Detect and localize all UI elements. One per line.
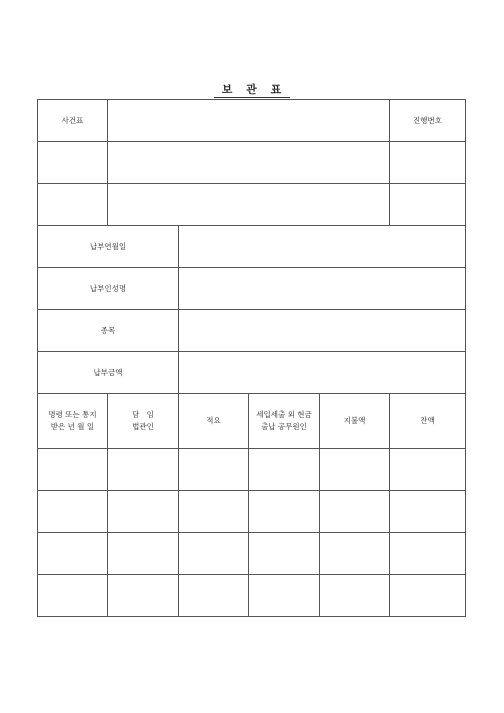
table-cell[interactable] <box>179 491 249 533</box>
table-cell[interactable] <box>38 449 108 491</box>
info-row-payer-name <box>38 268 466 310</box>
col-header-cashier-line2: 출납 공무원인 <box>261 422 307 431</box>
col-header-judge-line1: 담 임 <box>132 410 154 419</box>
col-header-cashier-line1: 세입세출 외 현금 <box>256 410 312 419</box>
col-header-order-date <box>38 394 108 449</box>
table-cell[interactable] <box>249 449 320 491</box>
table-cell[interactable] <box>320 575 390 617</box>
table-cell[interactable] <box>179 449 249 491</box>
table-row <box>38 575 466 617</box>
col-header-judge-line2: 법관인 <box>132 422 154 431</box>
table-row <box>38 449 466 491</box>
item-value-cell[interactable] <box>179 310 466 352</box>
case-value-cell[interactable] <box>108 100 390 142</box>
case-row-1-col1[interactable] <box>38 142 108 184</box>
table-cell[interactable] <box>249 575 320 617</box>
custody-form-table <box>37 99 466 617</box>
item-label-cell <box>38 310 179 352</box>
info-row-payment-date <box>38 226 466 268</box>
col-header-order-date-line2: 받은 년 월 일 <box>50 422 95 431</box>
case-row-2-col1[interactable] <box>38 184 108 226</box>
document-title: 보 관 표 <box>214 83 291 98</box>
payer-name-value-cell[interactable] <box>179 268 466 310</box>
table-cell[interactable] <box>320 491 390 533</box>
table-cell[interactable] <box>179 533 249 575</box>
col-header-paid-amount <box>320 394 390 449</box>
table-cell[interactable] <box>320 533 390 575</box>
col-header-judge <box>108 394 179 449</box>
table-cell[interactable] <box>249 533 320 575</box>
table-cell[interactable] <box>38 533 108 575</box>
table-cell[interactable] <box>390 533 466 575</box>
col-header-balance <box>390 394 466 449</box>
case-row-2-main[interactable] <box>108 184 390 226</box>
header-row <box>38 100 466 142</box>
progress-no-label-cell <box>390 100 466 142</box>
table-cell[interactable] <box>390 449 466 491</box>
column-header-row <box>38 394 466 449</box>
table-cell[interactable] <box>108 491 179 533</box>
case-label-cell <box>38 100 108 142</box>
payment-amount-label: 납부금액 <box>93 367 123 377</box>
table-cell[interactable] <box>108 575 179 617</box>
col-header-balance-label: 잔액 <box>420 416 435 425</box>
table-cell[interactable] <box>179 575 249 617</box>
table-row <box>38 533 466 575</box>
info-row-payment-amount <box>38 352 466 394</box>
payer-name-label: 납부인성명 <box>89 283 127 293</box>
col-header-summary <box>179 394 249 449</box>
info-row-item <box>38 310 466 352</box>
payment-amount-label-cell <box>38 352 179 394</box>
table-row <box>38 491 466 533</box>
payment-date-label-cell <box>38 226 179 268</box>
col-header-order-date-line1: 명령 또는 통지 <box>48 410 97 419</box>
table-cell[interactable] <box>38 575 108 617</box>
col-header-paid-amount-label: 지불액 <box>343 416 366 425</box>
payment-amount-value-cell[interactable] <box>179 352 466 394</box>
case-row-2-progress[interactable] <box>390 184 466 226</box>
payment-date-value-cell[interactable] <box>179 226 466 268</box>
table-cell[interactable] <box>249 491 320 533</box>
case-row <box>38 142 466 184</box>
payer-name-label-cell <box>38 268 179 310</box>
payment-date-label: 납부연월일 <box>89 241 127 251</box>
col-header-summary-label: 적요 <box>206 416 221 425</box>
table-cell[interactable] <box>38 491 108 533</box>
table-cell[interactable] <box>108 533 179 575</box>
progress-no-label: 진행번호 <box>413 115 442 125</box>
item-label: 종목 <box>100 325 116 335</box>
case-row-1-main[interactable] <box>108 142 390 184</box>
table-cell[interactable] <box>390 491 466 533</box>
table-cell[interactable] <box>390 575 466 617</box>
case-label: 사건표 <box>61 115 84 125</box>
table-cell[interactable] <box>320 449 390 491</box>
document-title-wrap <box>0 78 504 97</box>
case-row-1-progress[interactable] <box>390 142 466 184</box>
table-cell[interactable] <box>108 449 179 491</box>
case-row <box>38 184 466 226</box>
col-header-cashier <box>249 394 320 449</box>
